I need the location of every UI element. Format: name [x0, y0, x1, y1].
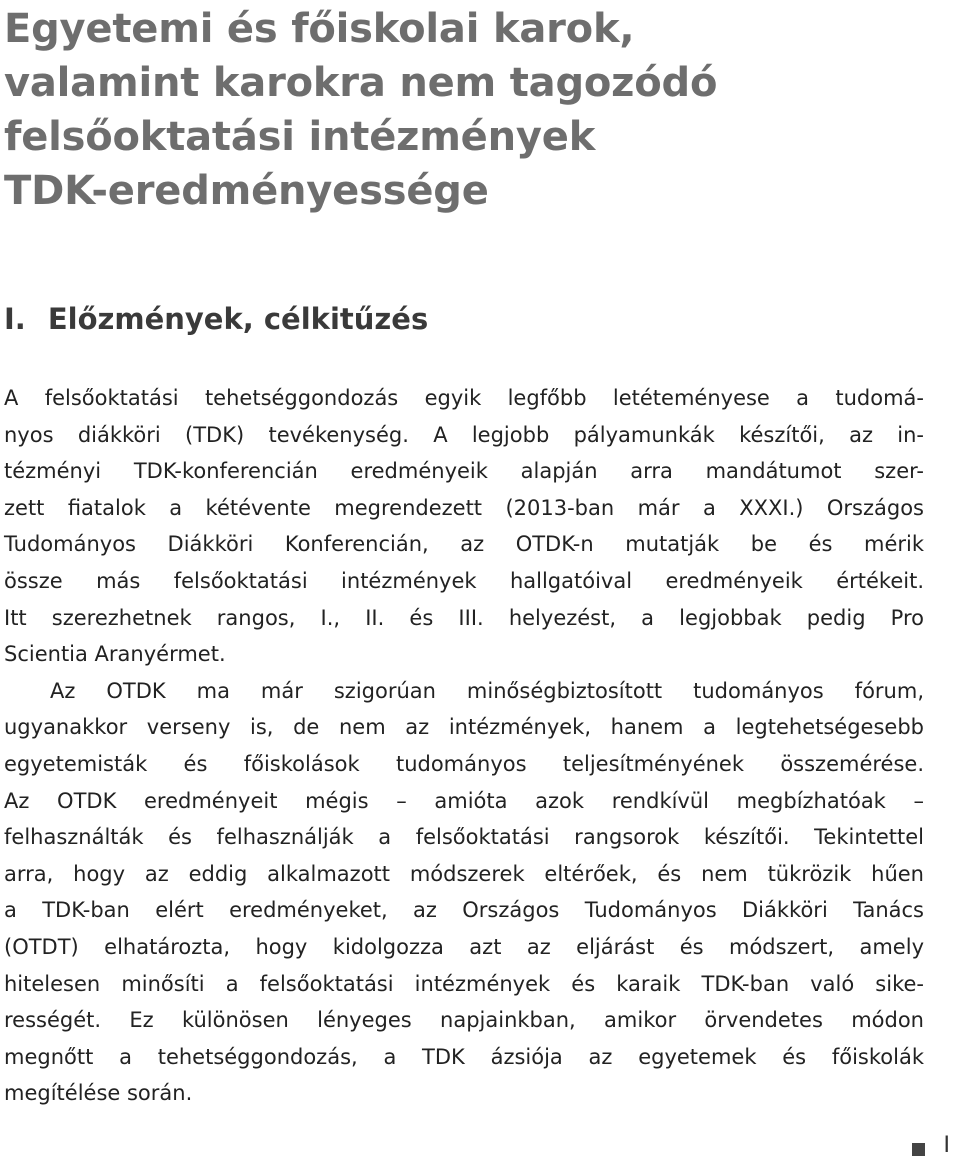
- text-line: arra, hogy az eddig alkalmazott módszerek eltérőek, és nem tükrözik hűen: [4, 861, 924, 886]
- paragraph-1: [4, 380, 924, 673]
- text-line: Az OTDK ma már szigorúan minőségbiztosított tudományos fórum,: [50, 678, 924, 703]
- document-page: [4, 0, 924, 1112]
- section-heading: [4, 302, 924, 336]
- square-icon: [912, 1143, 925, 1156]
- text-line: felhasználták és felhasználják a felsőoktatási rangsorok készítői. Tekintettel: [4, 825, 924, 850]
- text-line: ugyanakkor verseny is, de nem az intézmények, hanem a legtehetségesebb: [4, 715, 924, 740]
- text-line: Scientia Aranyérmet.: [4, 642, 226, 667]
- text-line: megnőtt a tehetséggondozás, a TDK ázsiója az egyetemek és főiskolák: [4, 1044, 924, 1069]
- document-title: [4, 0, 924, 218]
- text-line: zett fiatalok a kétévente megrendezett (2013-ban már a XXXI.) Országos: [4, 495, 924, 520]
- text-line: Tudományos Diákköri Konferencián, az OTDK-n mutatják be és mérik: [4, 532, 924, 557]
- body-text: [4, 380, 924, 1112]
- section-title: Előzmények, célkitűzés: [47, 302, 429, 336]
- text-line: megítélése során.: [4, 1081, 193, 1106]
- title-line: valamint karokra nem tagozódó: [4, 60, 718, 106]
- text-line: A felsőoktatási tehetséggondozás egyik legfőbb letéteményese a tudomá-: [4, 386, 924, 410]
- text-line: (OTDT) elhatározta, hogy kidolgozza azt az eljárást és módszert, amely: [4, 934, 924, 959]
- text-line: egyetemisták és főiskolások tudományos teljesítményének összemérése.: [4, 751, 924, 776]
- paragraph-2: [4, 673, 924, 1112]
- text-line: tézményi TDK-konferencián eredményeik alapján arra mandátumot szer-: [4, 459, 924, 484]
- section-number: I.: [4, 302, 26, 336]
- title-line: felsőoktatási intézmények: [4, 114, 596, 160]
- title-line: TDK-eredményessége: [4, 168, 489, 214]
- page-footer: [912, 1133, 950, 1157]
- title-line: Egyetemi és főiskolai karok,: [4, 6, 635, 52]
- text-line: Az OTDK eredményeit mégis – amióta azok rendkívül megbízhatóak –: [4, 788, 924, 813]
- text-line: össze más felsőoktatási intézmények hallgatóival eredményeik értékeit.: [4, 568, 924, 593]
- text-line: rességét. Ez különösen lényeges napjainkban, amikor örvendetes módon: [4, 1008, 924, 1033]
- text-line: hitelesen minősíti a felsőoktatási intézmények és karaik TDK-ban való sike-: [4, 971, 924, 996]
- page-number: I: [943, 1131, 950, 1158]
- text-line: nyos diákköri (TDK) tevékenység. A legjobb pályamunkák készítői, az in-: [4, 422, 924, 447]
- text-line: Itt szerezhetnek rangos, I., II. és III. helyezést, a legjobbak pedig Pro: [4, 605, 924, 630]
- text-line: a TDK-ban elért eredményeket, az Országos Tudományos Diákköri Tanács: [4, 898, 924, 923]
